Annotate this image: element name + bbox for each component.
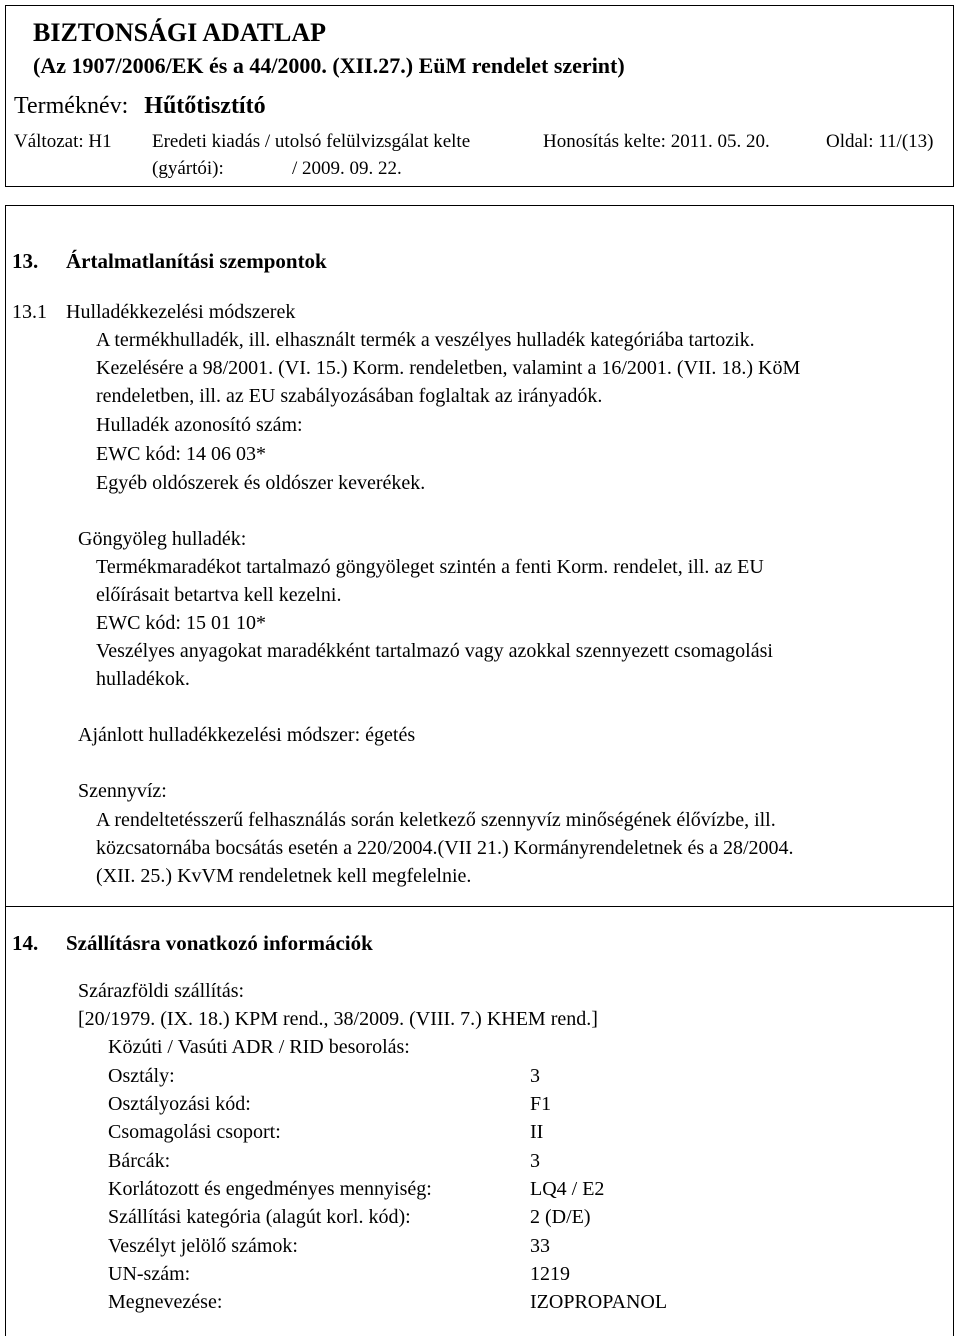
- issue-label-2: (gyártói):: [152, 158, 224, 179]
- wastewater-line-3: (XII. 25.) KvVM rendeletnek kell megfelelnie.: [96, 865, 472, 887]
- disposal-paragraph-line-1: A termékhulladék, ill. elhasznált termék a veszélyes hulladék kategóriába tartozik.: [96, 329, 755, 351]
- document-header: [5, 5, 954, 187]
- recommended-disposal-method: Ajánlott hulladékkezelési módszer: égetés: [78, 724, 416, 746]
- section-14-number: 14.: [12, 931, 39, 955]
- product-label: Terméknév:: [14, 93, 129, 119]
- wastewater-label: Szennyvíz:: [78, 780, 167, 802]
- transport-regulation: [20/1979. (IX. 18.) KPM rend., 38/2009. (VIII. 7.) KHEM rend.]: [78, 1008, 598, 1030]
- land-transport-label: Szárazföldi szállítás:: [78, 980, 245, 1002]
- adr-row-label: Megnevezése:: [108, 1291, 223, 1313]
- issue-date: / 2009. 09. 22.: [292, 158, 402, 179]
- subsection-13-1-number: 13.1: [12, 301, 47, 323]
- adr-row-label: Osztály:: [108, 1065, 175, 1087]
- packaging-line-1: [96, 557, 930, 577]
- ewc-code-2-description-line-1: Veszélyes anyagokat maradékként tartalmazó vagy azokkal szennyezett csomagolási: [96, 640, 773, 662]
- ewc-code-2: EWC kód: 15 01 10*: [96, 612, 266, 634]
- section-divider: [5, 906, 954, 907]
- version: Változat: H1: [14, 131, 112, 152]
- adr-row-value: 3: [530, 1150, 540, 1172]
- packaging-line-1-text: Termékmaradékot tartalmazó göngyöleget szintén a fenti Korm. rendelet, ill. az EU: [96, 556, 764, 578]
- adr-row-label: Bárcák:: [108, 1150, 171, 1172]
- adr-row-label: Korlátozott és engedményes mennyiség:: [108, 1178, 432, 1200]
- disposal-paragraph-line-3: rendeletben, ill. az EU szabályozásában foglaltak az irányadók.: [96, 385, 603, 407]
- document-subtitle: (Az 1907/2006/EK és a 44/2000. (XII.27.) EüM rendelet szerint): [33, 53, 625, 78]
- product-line: [14, 93, 266, 120]
- ewc-code-1-description: Egyéb oldószerek és oldószer keverékek.: [96, 472, 426, 494]
- disposal-paragraph-line-2: Kezelésére a 98/2001. (VI. 15.) Korm. rendeletben, valamint a 16/2001. (VII. 18.) KöM: [96, 357, 801, 379]
- localization-date: Honosítás kelte: 2011. 05. 20.: [543, 131, 770, 152]
- product-name: Hűtőtisztító: [144, 93, 266, 119]
- section-13-title: Ártalmatlanítási szempontok: [66, 249, 327, 273]
- issue-label-1: Eredeti kiadás / utolsó felülvizsgálat kelte: [152, 131, 471, 152]
- adr-row-value: 2 (D/E): [530, 1206, 591, 1228]
- packaging-waste-label: Göngyöleg hulladék:: [78, 528, 247, 550]
- adr-row-value: 33: [530, 1235, 550, 1257]
- page-number: Oldal: 11/(13): [826, 131, 934, 152]
- adr-row-label: Szállítási kategória (alagút korl. kód):: [108, 1206, 411, 1228]
- packaging-line-2: előírásait betartva kell kezelni.: [96, 584, 342, 606]
- adr-row-label: Veszélyt jelölő számok:: [108, 1235, 298, 1257]
- wastewater-line-1: A rendeltetésszerű felhasználás során keletkező szennyvíz minőségének élővízbe, ill.: [96, 809, 776, 831]
- adr-row-value: 1219: [530, 1263, 570, 1285]
- ewc-code-2-description-line-2: hulladékok.: [96, 668, 190, 690]
- adr-row-label: Osztályozási kód:: [108, 1093, 251, 1115]
- adr-row-value: IZOPROPANOL: [530, 1291, 668, 1313]
- adr-row-value: LQ4 / E2: [530, 1178, 605, 1200]
- waste-id-label: Hulladék azonosító szám:: [96, 414, 303, 436]
- adr-row-value: II: [530, 1121, 544, 1143]
- ewc-code-1: EWC kód: 14 06 03*: [96, 443, 266, 465]
- document-title: BIZTONSÁGI ADATLAP: [33, 18, 327, 47]
- adr-row-label: UN-szám:: [108, 1263, 191, 1285]
- section-13-number: 13.: [12, 249, 39, 273]
- adr-row-value: F1: [530, 1093, 552, 1115]
- adr-rid-classification-label: Közúti / Vasúti ADR / RID besorolás:: [108, 1036, 410, 1058]
- subsection-13-1-title: Hulladékkezelési módszerek: [66, 301, 296, 323]
- wastewater-line-2: közcsatornába bocsátás esetén a 220/2004.(VII 21.) Kormányrendeletnek és a 28/2004.: [96, 837, 794, 859]
- adr-row-value: 3: [530, 1065, 540, 1087]
- section-14-title: Szállításra vonatkozó információk: [66, 931, 373, 955]
- adr-row-label: Csomagolási csoport:: [108, 1121, 281, 1143]
